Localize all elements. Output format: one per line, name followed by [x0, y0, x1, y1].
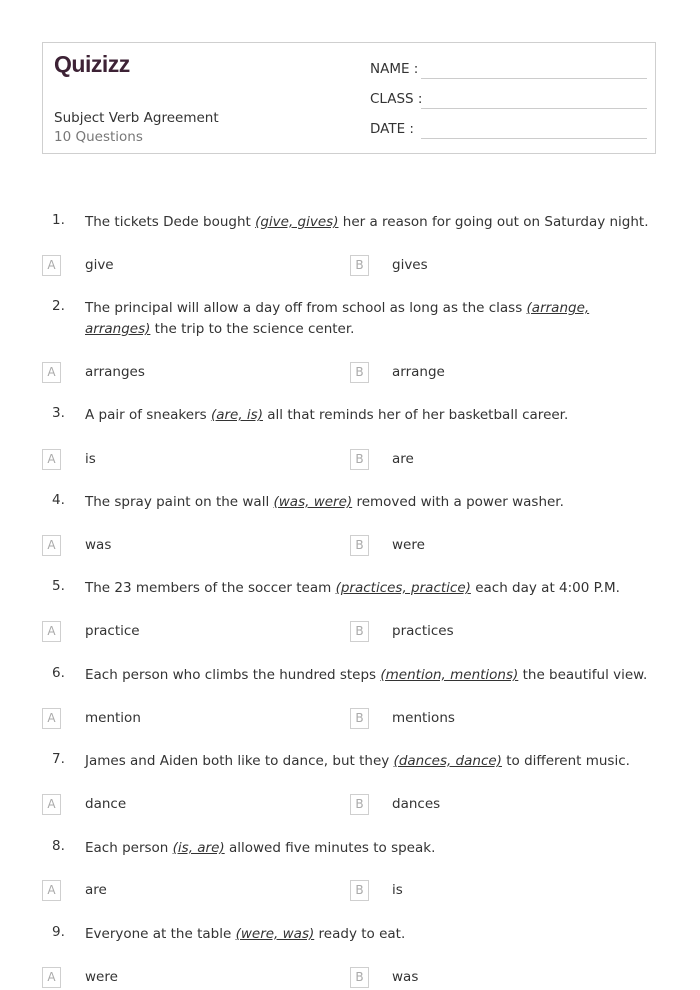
question-number: 8.: [52, 838, 65, 854]
option-text: was: [85, 537, 112, 553]
option-text: dance: [85, 796, 127, 812]
option-letter-box: B: [350, 794, 369, 815]
option-letter-box: A: [42, 708, 61, 729]
verb-choices: (was, were): [273, 494, 353, 510]
option-letter-box: A: [42, 535, 61, 556]
class-field[interactable]: [421, 108, 647, 109]
option-text: are: [85, 882, 107, 898]
option-letter-box: A: [42, 880, 61, 901]
question-text: The spray paint on the wall (was, were) removed with a power washer.: [85, 494, 564, 510]
option-letter-box: A: [42, 449, 61, 470]
question-count: 10 Questions: [54, 129, 143, 145]
option-letter-box: B: [350, 880, 369, 901]
option-letter-box: A: [42, 621, 61, 642]
option-text: are: [392, 451, 414, 467]
date-label: DATE :: [370, 121, 414, 137]
option-letter-box: B: [350, 255, 369, 276]
name-field[interactable]: [421, 78, 647, 79]
option-text: were: [85, 969, 118, 985]
option-text: practices: [392, 623, 454, 639]
worksheet-title: Subject Verb Agreement: [54, 110, 219, 126]
verb-choices: (give, gives): [255, 214, 339, 230]
verb-choices: (mention, mentions): [380, 667, 519, 683]
option-letter-box: B: [350, 362, 369, 383]
option-text: gives: [392, 257, 428, 273]
question-text: The principal will allow a day off from school as long as the class (arrange, arranges) the trip to the science center.: [85, 300, 590, 337]
worksheet-header: [42, 42, 656, 154]
class-label: CLASS :: [370, 91, 423, 107]
option-letter-box: B: [350, 449, 369, 470]
question-text: Each person who climbs the hundred steps (mention, mentions) the beautiful view.: [85, 667, 648, 683]
verb-choices: (practices, practice): [335, 580, 471, 596]
question-text: James and Aiden both like to dance, but they (dances, dance) to different music.: [85, 753, 630, 769]
question-number: 6.: [52, 665, 65, 681]
option-letter-box: B: [350, 967, 369, 988]
verb-choices: (are, is): [210, 407, 263, 423]
option-text: mention: [85, 710, 141, 726]
option-text: arrange: [392, 364, 445, 380]
option-letter-box: A: [42, 794, 61, 815]
option-text: was: [392, 969, 419, 985]
question-text: Everyone at the table (were, was) ready to eat.: [85, 926, 406, 942]
option-text: is: [85, 451, 96, 467]
date-field[interactable]: [421, 138, 647, 139]
question-text: Each person (is, are) allowed five minutes to speak.: [85, 840, 436, 856]
question-number: 9.: [52, 924, 65, 940]
option-text: give: [85, 257, 114, 273]
question-number: 3.: [52, 405, 65, 421]
quizizz-logo: Quizizz: [54, 51, 130, 77]
verb-choices: (arrange, arranges): [85, 300, 590, 337]
verb-choices: (is, are): [172, 840, 225, 856]
option-text: arranges: [85, 364, 145, 380]
option-text: dances: [392, 796, 441, 812]
question-number: 4.: [52, 492, 65, 508]
option-letter-box: B: [350, 535, 369, 556]
question-number: 1.: [52, 212, 65, 228]
question-number: 2.: [52, 298, 65, 314]
option-letter-box: B: [350, 621, 369, 642]
verb-choices: (dances, dance): [393, 753, 502, 769]
option-text: practice: [85, 623, 140, 639]
question-number: 5.: [52, 578, 65, 594]
verb-choices: (were, was): [235, 926, 315, 942]
option-letter-box: A: [42, 967, 61, 988]
option-letter-box: B: [350, 708, 369, 729]
name-label: NAME :: [370, 61, 419, 77]
question-text: A pair of sneakers (are, is) all that reminds her of her basketball career.: [85, 407, 569, 423]
option-text: were: [392, 537, 425, 553]
option-letter-box: A: [42, 255, 61, 276]
question-text: The tickets Dede bought (give, gives) her a reason for going out on Saturday night.: [85, 214, 649, 230]
option-text: mentions: [392, 710, 455, 726]
option-text: is: [392, 882, 403, 898]
option-letter-box: A: [42, 362, 61, 383]
question-number: 7.: [52, 751, 65, 767]
question-text: The 23 members of the soccer team (practices, practice) each day at 4:00 P.M.: [85, 580, 620, 596]
